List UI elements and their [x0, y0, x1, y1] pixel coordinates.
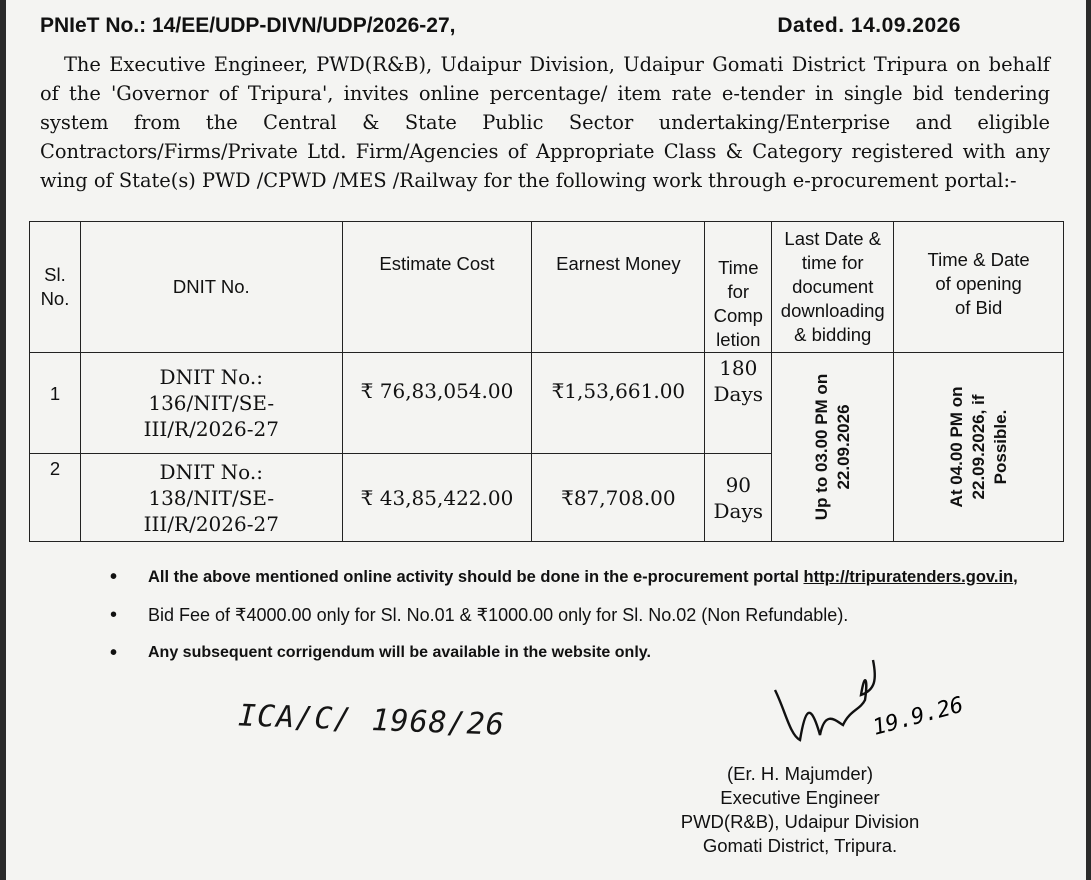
header-time-line-2: for — [727, 281, 750, 302]
row-2-estimate: ₹ 43,85,422.00 — [342, 454, 532, 542]
signatory-designation: Executive Engineer — [720, 787, 880, 808]
row-2-time-value: 90 — [725, 472, 752, 497]
header-dnit-no: DNIT No. — [80, 222, 342, 353]
note-portal-end: , — [1013, 568, 1018, 586]
tender-table — [29, 221, 1064, 542]
signature-mark — [765, 640, 967, 760]
row-1-dnit — [80, 353, 342, 454]
portal-link[interactable]: http://tripuratenders.gov.in — [803, 568, 1014, 586]
note-bid-fee: • Bid Fee of ₹4000.00 only for Sl. No.01 & ₹1000.00 only for Sl. No.02 (Non Refundable). — [110, 604, 1050, 626]
row-2-sl: 2 — [30, 454, 81, 542]
notice-header — [40, 14, 1031, 44]
pnit-number: PNIeT No.: 14/EE/UDP-DIVN/UDP/2026-27, — [40, 14, 456, 37]
header-time-line-1: Time — [718, 257, 759, 278]
header-time-line-4: letion — [716, 329, 761, 350]
opening-date-text — [946, 387, 1012, 508]
last-date-line-2: 22.09.2026 — [833, 404, 853, 490]
row-1-sl: 1 — [30, 353, 81, 454]
header-opening-line-1: Time & Date — [927, 249, 1030, 270]
header-sl-no — [30, 222, 81, 353]
signatory-office: PWD(R&B), Udaipur Division — [680, 811, 920, 832]
row-2-dnit-line-3: III/R/2026-27 — [143, 511, 279, 536]
row-1-time-unit: Days — [713, 382, 764, 406]
table-header-row — [30, 222, 1064, 353]
header-estimate-cost: Estimate Cost — [342, 222, 532, 353]
signatory-block — [670, 762, 930, 858]
header-sl-line-2: No. — [40, 288, 70, 309]
row-2-time-unit: Days — [713, 498, 764, 523]
scan-edge-left — [0, 0, 6, 880]
row-1-dnit-line-3: III/R/2026-27 — [143, 417, 279, 441]
header-opening-line-2: of opening — [935, 273, 1022, 294]
opening-date-cell — [894, 353, 1064, 542]
intro-paragraph: The Executive Engineer, PWD(R&B), Udaipur Division, Udaipur Gomati District Tripura on behalf of the 'Governor of Tripura', invites online percentage/ item rate e-tender in single bid tendering system from the Central & State Public Sector undertaking/Enterprise and eligible Contractors/Firms/Private Ltd. Firm/Agencies of Appropriate Class & Category registered with any wing of State(s) PWD /CPWD /MES /Railway for the following work through e-procurement portal:- — [40, 53, 1050, 192]
last-date-line-1: Up to 03.00 PM on — [811, 373, 831, 521]
row-1-dnit-line-1: DNIT No.: — [159, 365, 263, 389]
row-2-earnest: ₹87,708.00 — [532, 454, 705, 542]
header-time-completion — [705, 222, 772, 353]
row-1-dnit-line-2: 136/NIT/SE- — [148, 391, 275, 415]
opening-line-1: At 04.00 PM on — [946, 386, 966, 508]
row-2-dnit-line-2: 138/NIT/SE- — [148, 485, 275, 510]
opening-line-3: Possible. — [990, 409, 1010, 485]
row-2-time — [705, 454, 772, 542]
signature-date: 19.9.26 — [870, 692, 967, 741]
notice-date: Dated. 14.09.2026 — [777, 14, 961, 37]
signatory-location: Gomati District, Tripura. — [702, 835, 898, 856]
header-last-date-line-4: downloading — [780, 300, 885, 321]
last-date-text — [811, 374, 855, 520]
header-last-date-line-2: time for — [801, 252, 864, 273]
header-opening-line-3: of Bid — [954, 297, 1003, 318]
last-date-cell — [772, 353, 894, 542]
header-earnest-money: Earnest Money — [532, 222, 705, 353]
signatory-name: (Er. H. Majumder) — [727, 763, 873, 784]
table-row — [30, 353, 1064, 454]
header-time-line-3: Comp — [713, 305, 763, 326]
header-last-date-line-5: & bidding — [794, 324, 872, 345]
row-2-dnit — [80, 454, 342, 542]
row-1-time-value: 180 — [719, 356, 758, 380]
header-last-date — [772, 222, 894, 353]
note-corrigendum: • Any subsequent corrigendum will be available in the website only. — [110, 642, 1050, 664]
header-sl-line-1: Sl. — [44, 264, 66, 285]
opening-line-2: 22.09.2026, if — [968, 394, 988, 500]
header-last-date-line-3: document — [792, 276, 874, 297]
header-opening-date — [894, 222, 1064, 353]
header-last-date-line-1: Last Date & — [784, 228, 882, 249]
row-1-time — [705, 353, 772, 454]
row-1-earnest: ₹1,53,661.00 — [532, 353, 705, 454]
scan-edge-right — [1086, 0, 1091, 880]
note-portal — [110, 566, 1050, 588]
row-1-estimate: ₹ 76,83,054.00 — [342, 353, 532, 454]
handwritten-reference: ICA/C/ 1968/26 — [237, 698, 506, 743]
note-portal-text: All the above mentioned online activity should be done in the e-procurement portal — [148, 568, 804, 586]
row-2-dnit-line-1: DNIT No.: — [159, 459, 263, 484]
